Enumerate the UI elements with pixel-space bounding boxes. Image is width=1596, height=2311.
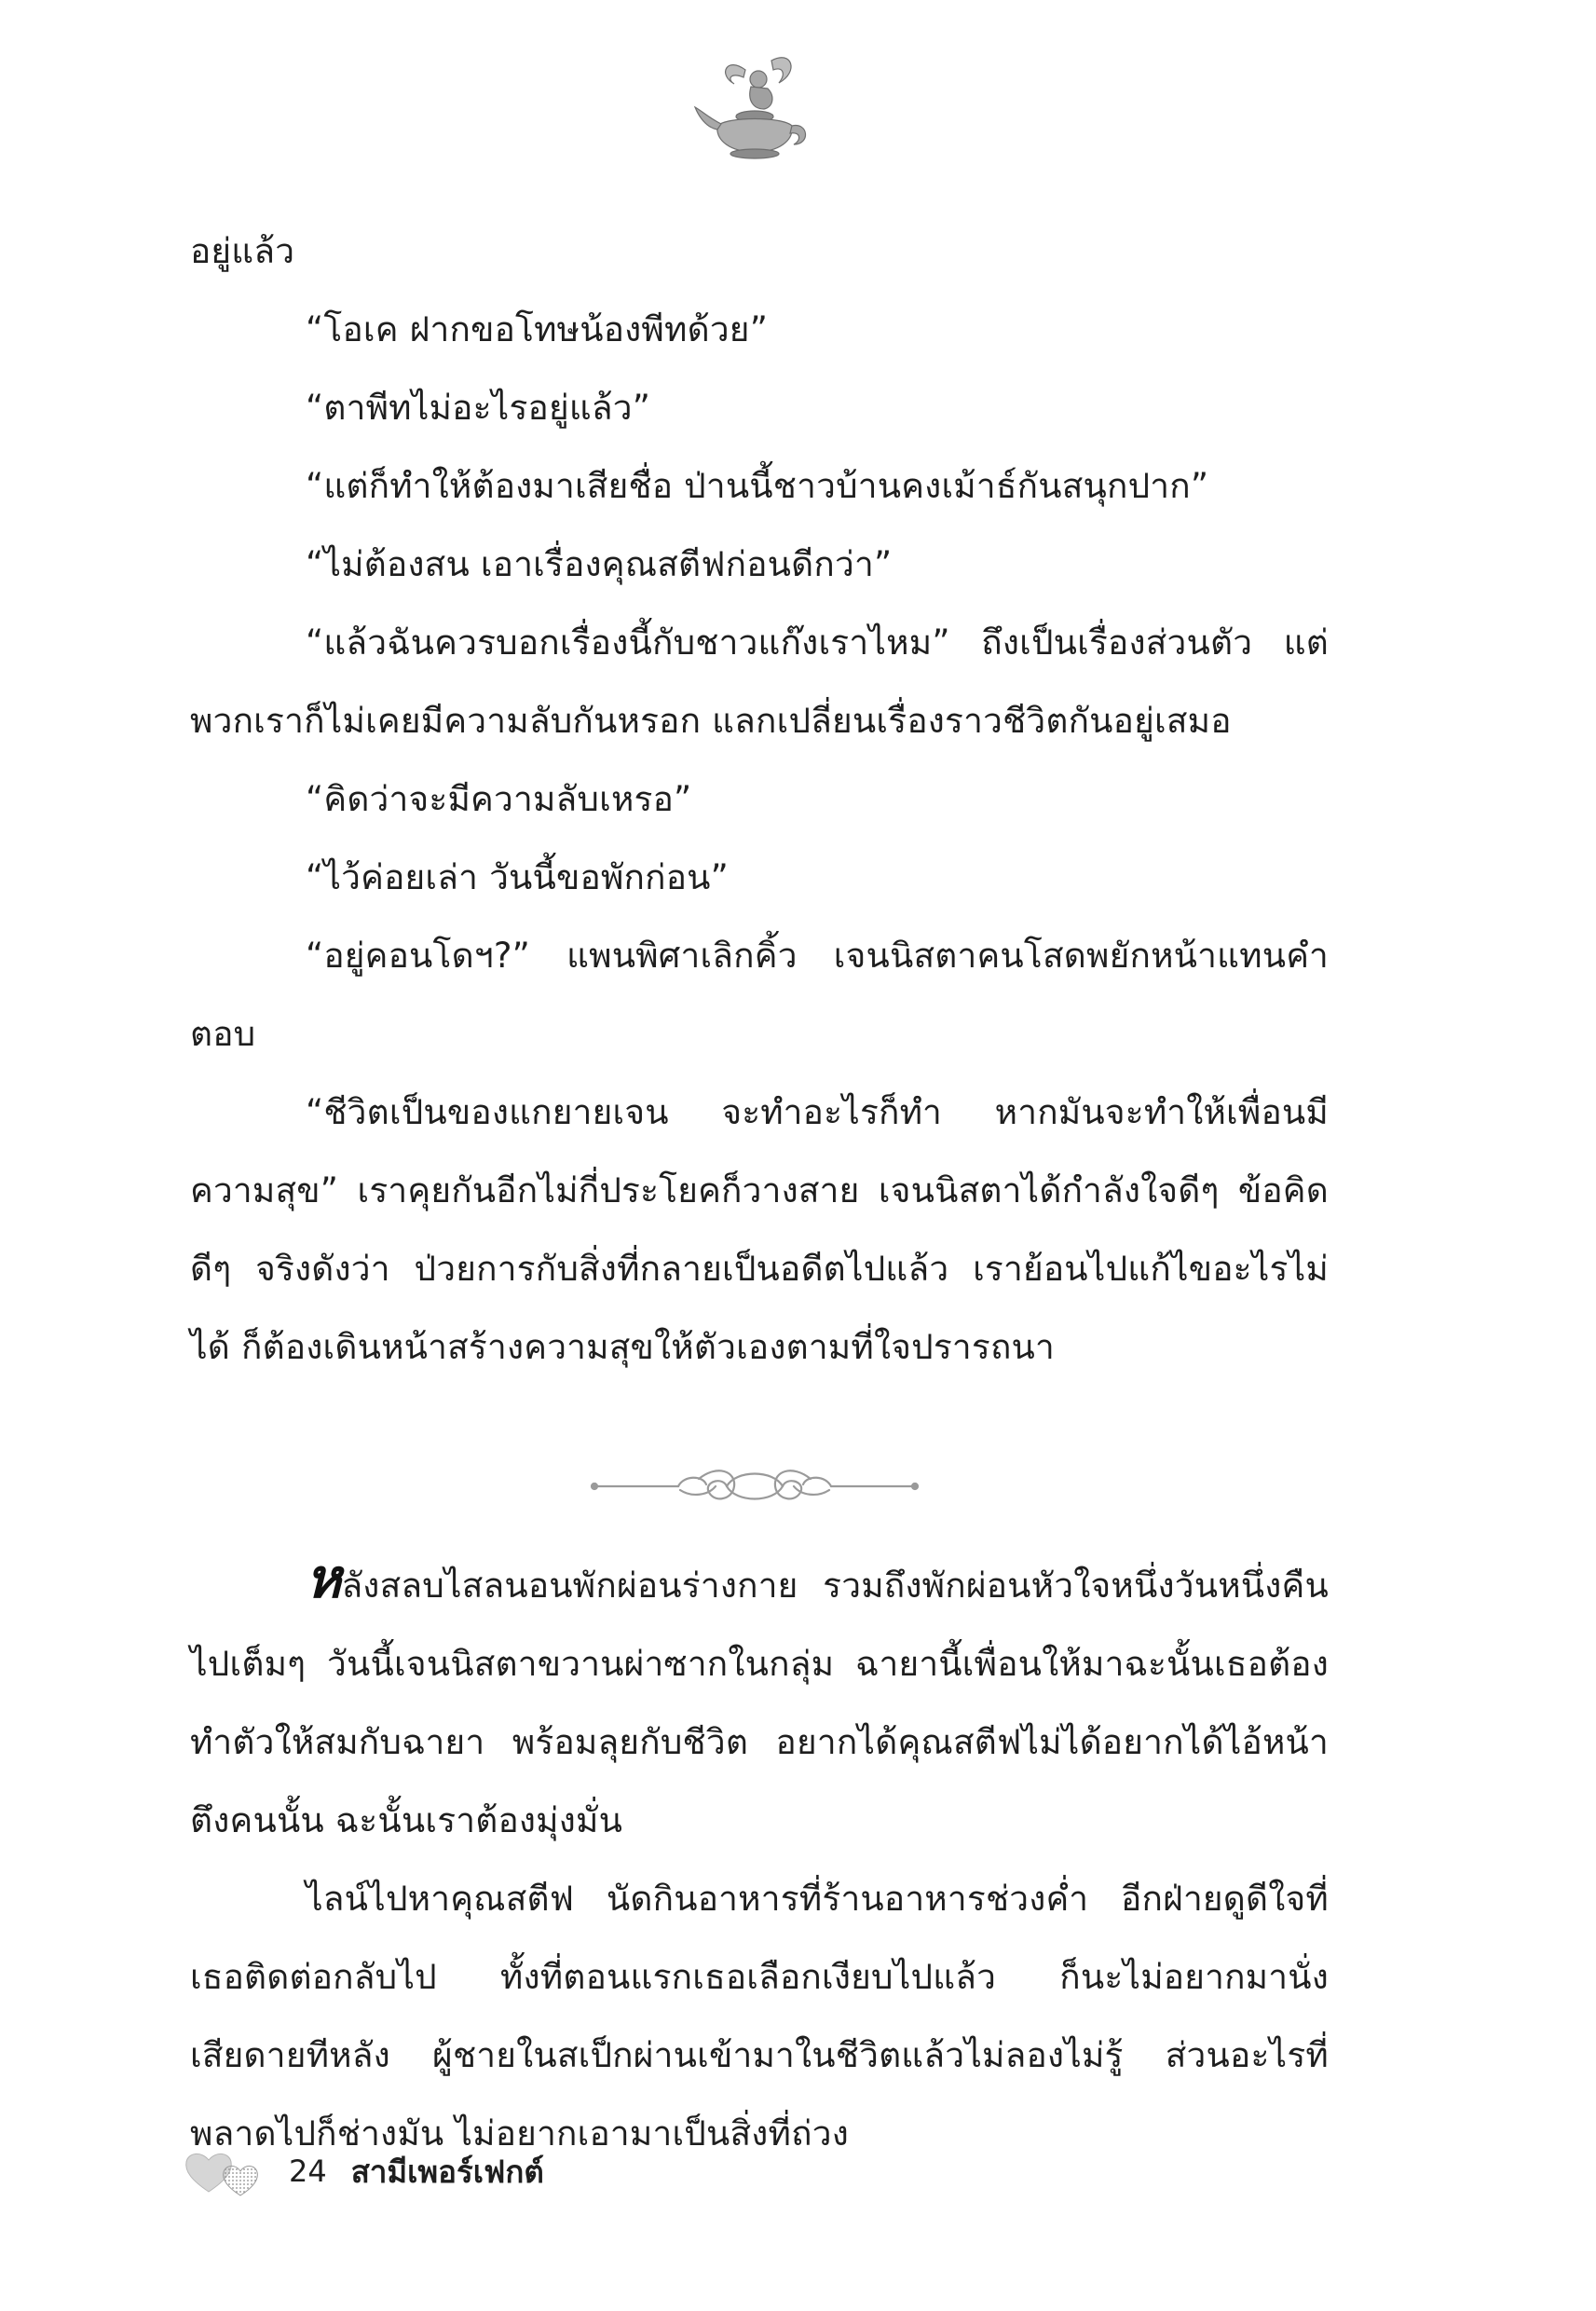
cupid-teapot-icon xyxy=(689,51,820,163)
page-number: 24 xyxy=(289,2154,327,2189)
drop-cap: ห xyxy=(306,1547,342,1610)
section-2-text xyxy=(190,1547,1329,2173)
scroll-flourish-divider-icon xyxy=(587,1449,922,1524)
page-footer xyxy=(183,2143,544,2199)
hearts-icon xyxy=(183,2145,268,2197)
paragraph: ไลน์ไปหาคุณสตีฟ นัดกินอาหารที่ร้านอาหารช่วงค่ำ อีกฝ่ายดูดีใจที่เธอติดต่อกลับไป ทั้งที่ตอนแรกเธอเลือกเงียบไปแล้ว ก็นะไม่อยากมานั่งเสียดายทีหลัง ผู้ชายในสเป็กผ่านเข้ามาในชีวิตแล้วไม่ลองไม่รู้ ส่วนอะไรที่พลาดไปก็ช่างมัน ไม่อยากเอามาเป็นสิ่งที่ถ่วง xyxy=(190,1879,1329,2154)
paragraph-text: ลังสลบไสลนอนพักผ่อนร่างกาย รวมถึงพักผ่อนหัวใจหนึ่งวันหนึ่งคืนไปเต็มๆ วันนี้เจนนิสตาขวานผ่าซากในกลุ่ม ฉายานี้เพื่อนให้มาฉะนั้นเธอต้องทำตัวให้สมกับฉายา พร้อมลุยกับชีวิต อยากได้คุณสตีฟไม่ได้อยากได้ไอ้หน้าตึงคนนั้น ฉะนั้นเราต้องมุ่งมั่น xyxy=(190,1566,1329,1840)
paragraph: “ไม่ต้องสน เอาเรื่องคุณสตีฟก่อนดีกว่า” xyxy=(306,544,893,584)
paragraph: “อยู่คอนโดฯ?” แพนพิศาเลิกคิ้ว เจนนิสตาคนโสดพยักหน้าแทนคำตอบ xyxy=(190,936,1329,1054)
paragraph-with-dropcap xyxy=(190,1547,1329,1860)
paragraph: “ตาพีทไม่อะไรอยู่แล้ว” xyxy=(306,388,651,428)
paragraph: อยู่แล้ว xyxy=(190,231,295,271)
paragraph: “คิดว่าจะมีความลับเหรอ” xyxy=(306,779,692,819)
book-title: สามีเพอร์เฟกต์ xyxy=(350,2153,544,2190)
paragraph: “แต่ก็ทำให้ต้องมาเสียชื่อ ป่านนี้ชาวบ้านคงเม้าธ์กันสนุกปาก” xyxy=(306,466,1209,506)
paragraph: “โอเค ฝากขอโทษน้องพีทด้วย” xyxy=(306,309,769,349)
paragraph: “แล้วฉันควรบอกเรื่องนี้กับชาวแก๊งเราไหม” ถึงเป็นเรื่องส่วนตัว แต่พวกเราก็ไม่เคยมีความลับกันหรอก แลกเปลี่ยนเรื่องราวชีวิตกันอยู่เสมอ xyxy=(190,622,1329,741)
paragraph: “ไว้ค่อยเล่า วันนี้ขอพักก่อน” xyxy=(306,857,730,897)
section-1-text xyxy=(190,212,1329,1387)
paragraph: “ชีวิตเป็นของแกยายเจน จะทำอะไรก็ทำ หากมันจะทำให้เพื่อนมีความสุข” เราคุยกันอีกไม่กี่ประโยคก็วางสาย เจนนิสตาได้กำลังใจดีๆ ข้อคิดดีๆ จริงดังว่า ป่วยการกับสิ่งที่กลายเป็นอดีตไปแล้ว เราย้อนไปแก้ไขอะไรไม่ได้ ก็ต้องเดินหน้าสร้างความสุขให้ตัวเองตามที่ใจปรารถนา xyxy=(190,1092,1329,1367)
